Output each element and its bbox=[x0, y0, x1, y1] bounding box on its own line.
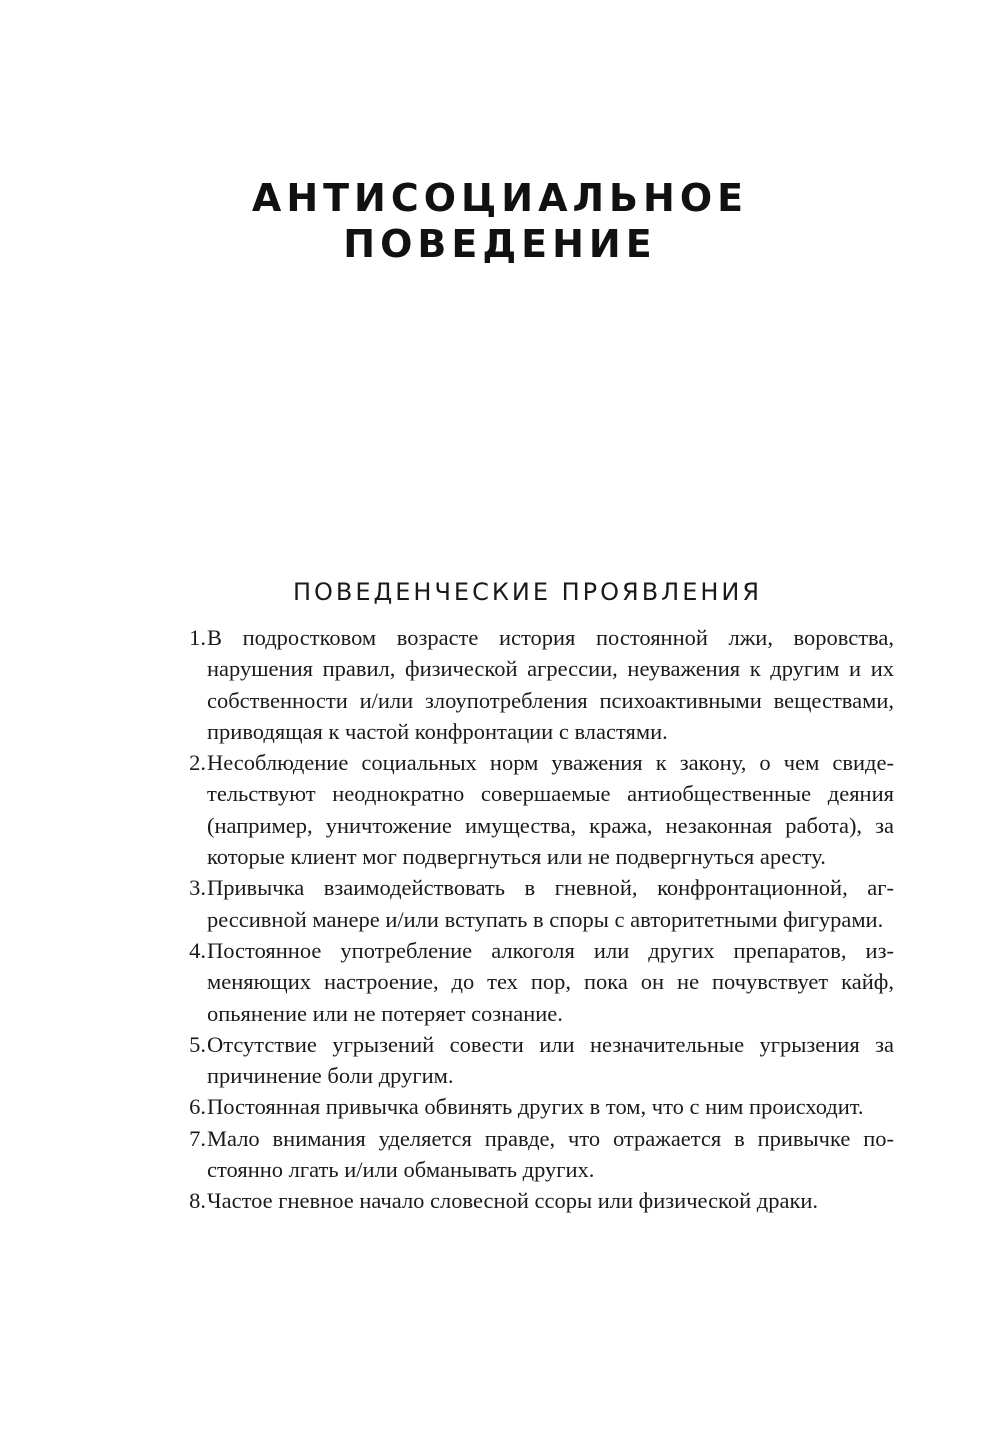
list-item bbox=[170, 1091, 894, 1122]
list-item-number: 2. bbox=[189, 750, 206, 776]
section-heading: ПОВЕДЕНЧЕСКИЕ ПРОЯВЛЕНИЯ bbox=[292, 577, 763, 606]
list-item-text: Частое гневное начало словесной ссоры или физической драки. bbox=[207, 1188, 819, 1214]
list-item bbox=[170, 1123, 894, 1186]
list-item-number: 8. bbox=[189, 1188, 206, 1214]
list-item-text: Мало внимания уделяется правде, что отражается в привычке постоянно лгать и/или обманывать других. bbox=[207, 1125, 894, 1183]
symptom-list bbox=[170, 622, 894, 1217]
list-item-text: Несоблюдение социальных норм уважения к закону, о чем свидетельствуют неоднократно совершаемые антиобщественные деяния (например, уничтожение имущества, кража, незаконная работа), за которые клиент мог подвергнуться или не подвергнуться аресту. bbox=[207, 750, 894, 870]
list-item bbox=[170, 622, 894, 747]
chapter-title-line-2: ПОВЕДЕНИЕ bbox=[343, 222, 657, 267]
list-item-number: 6. bbox=[189, 1094, 206, 1120]
list-item-number: 1. bbox=[189, 625, 206, 650]
list-item-text: В подростковом возрасте история постоянной лжи, воровства, нарушения правил, физической агрессии, неуважения к другим и их собственности и/или злоупотребления психоактивными веществами, приводящая к частой конфронтации с властями. bbox=[207, 625, 894, 744]
list-item-number: 4. bbox=[189, 937, 206, 963]
list-item-number: 7. bbox=[189, 1125, 206, 1151]
chapter-title bbox=[0, 175, 1000, 267]
list-item-number: 5. bbox=[189, 1031, 206, 1057]
list-item bbox=[170, 935, 894, 1029]
list-item bbox=[170, 747, 894, 872]
list-item bbox=[170, 1185, 894, 1216]
list-item-number: 3. bbox=[189, 875, 206, 901]
list-item-text: Постоянная привычка обвинять других в том, что с ним происходит. bbox=[207, 1094, 864, 1120]
list-item-text: Привычка взаимодействовать в гневной, конфронтационной, агрессивной манере и/или вступать в споры с авторитетными фигурами. bbox=[207, 875, 894, 932]
chapter-title-line-1: АНТИСОЦИАЛЬНОЕ bbox=[251, 176, 749, 221]
list-item bbox=[170, 872, 894, 935]
list-item-text: Отсутствие угрызений совести или незначительные угрызения за причинение боли другим. bbox=[207, 1031, 894, 1089]
list-item-text: Постоянное употребление алкоголя или других препаратов, изменяющих настроение, до тех пор, пока он не почувствует кайф, опьянение или не потеряет сознание. bbox=[207, 937, 894, 1026]
list-item bbox=[170, 1029, 894, 1092]
